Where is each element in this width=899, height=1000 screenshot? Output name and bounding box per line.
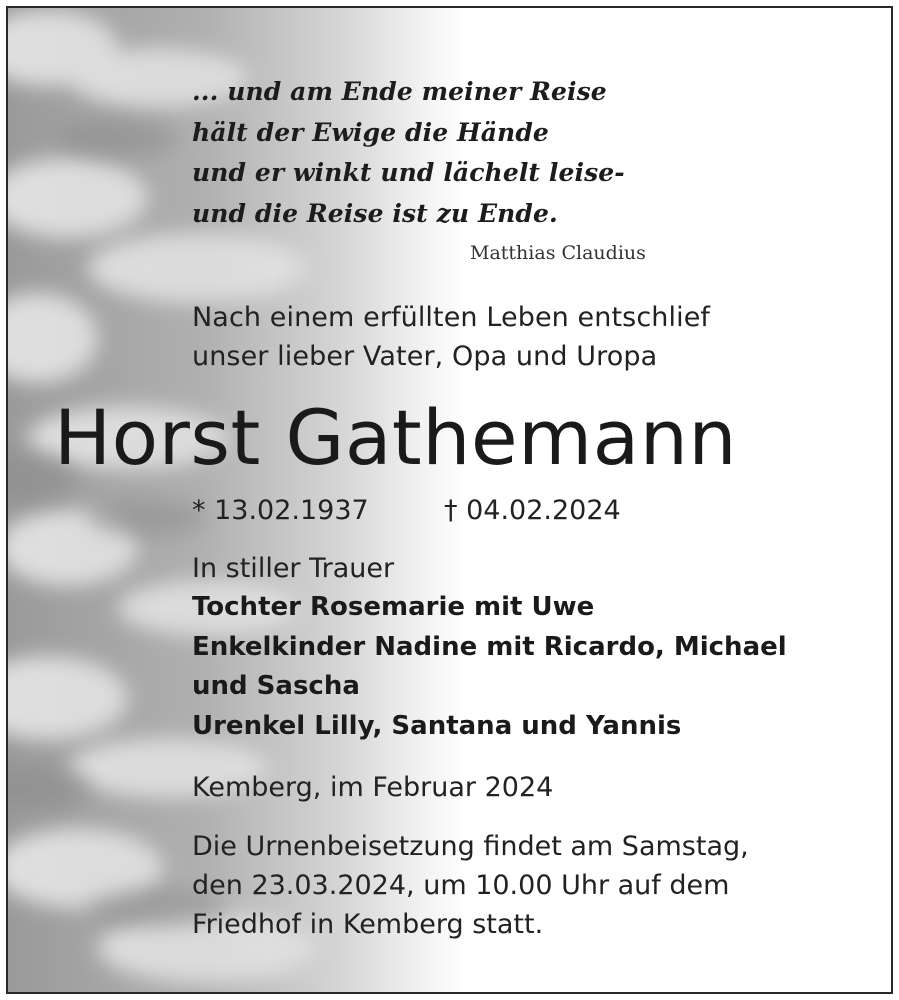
- poem-line: hält der Ewige die Hände: [192, 117, 549, 147]
- poem-line: und er winkt und lächelt leise-: [192, 158, 625, 187]
- mourner-line: Urenkel Lilly, Santana und Yannis: [192, 710, 682, 741]
- intro-text: [192, 298, 710, 376]
- obituary-frame: [6, 6, 893, 994]
- poem-line: und die Reise ist zu Ende.: [192, 198, 558, 228]
- deceased-name: Horst Gathemann: [54, 393, 738, 482]
- death-date: † 04.02.2024: [444, 495, 621, 526]
- birth-date: * 13.02.1937: [192, 495, 369, 526]
- place-and-date: Kemberg, im Februar 2024: [192, 772, 554, 803]
- life-dates: [192, 493, 621, 529]
- intro-line: unser lieber Vater, Opa und Uropa: [192, 341, 658, 372]
- mourner-line: Enkelkinder Nadine mit Ricardo, Michael: [192, 631, 787, 662]
- mourner-line: Tochter Rosemarie mit Uwe: [192, 592, 595, 622]
- mourning-heading: In stiller Trauer: [192, 553, 395, 584]
- mourners-list: [192, 588, 787, 746]
- burial-line: den 23.03.2024, um 10.00 Uhr auf dem: [192, 870, 730, 901]
- burial-line: Die Urnenbeisetzung findet am Samstag,: [192, 831, 749, 862]
- poem-author: Matthias Claudius: [470, 242, 646, 264]
- poem-line: ... und am Ende meiner Reise: [192, 77, 607, 106]
- mourner-line: und Sascha: [192, 671, 360, 701]
- burial-line: Friedhof in Kemberg statt.: [192, 909, 544, 940]
- burial-notice: [192, 827, 749, 944]
- intro-line: Nach einem erfüllten Leben entschlief: [192, 302, 711, 333]
- obituary-content: [8, 8, 891, 992]
- poem-quote: [192, 72, 625, 234]
